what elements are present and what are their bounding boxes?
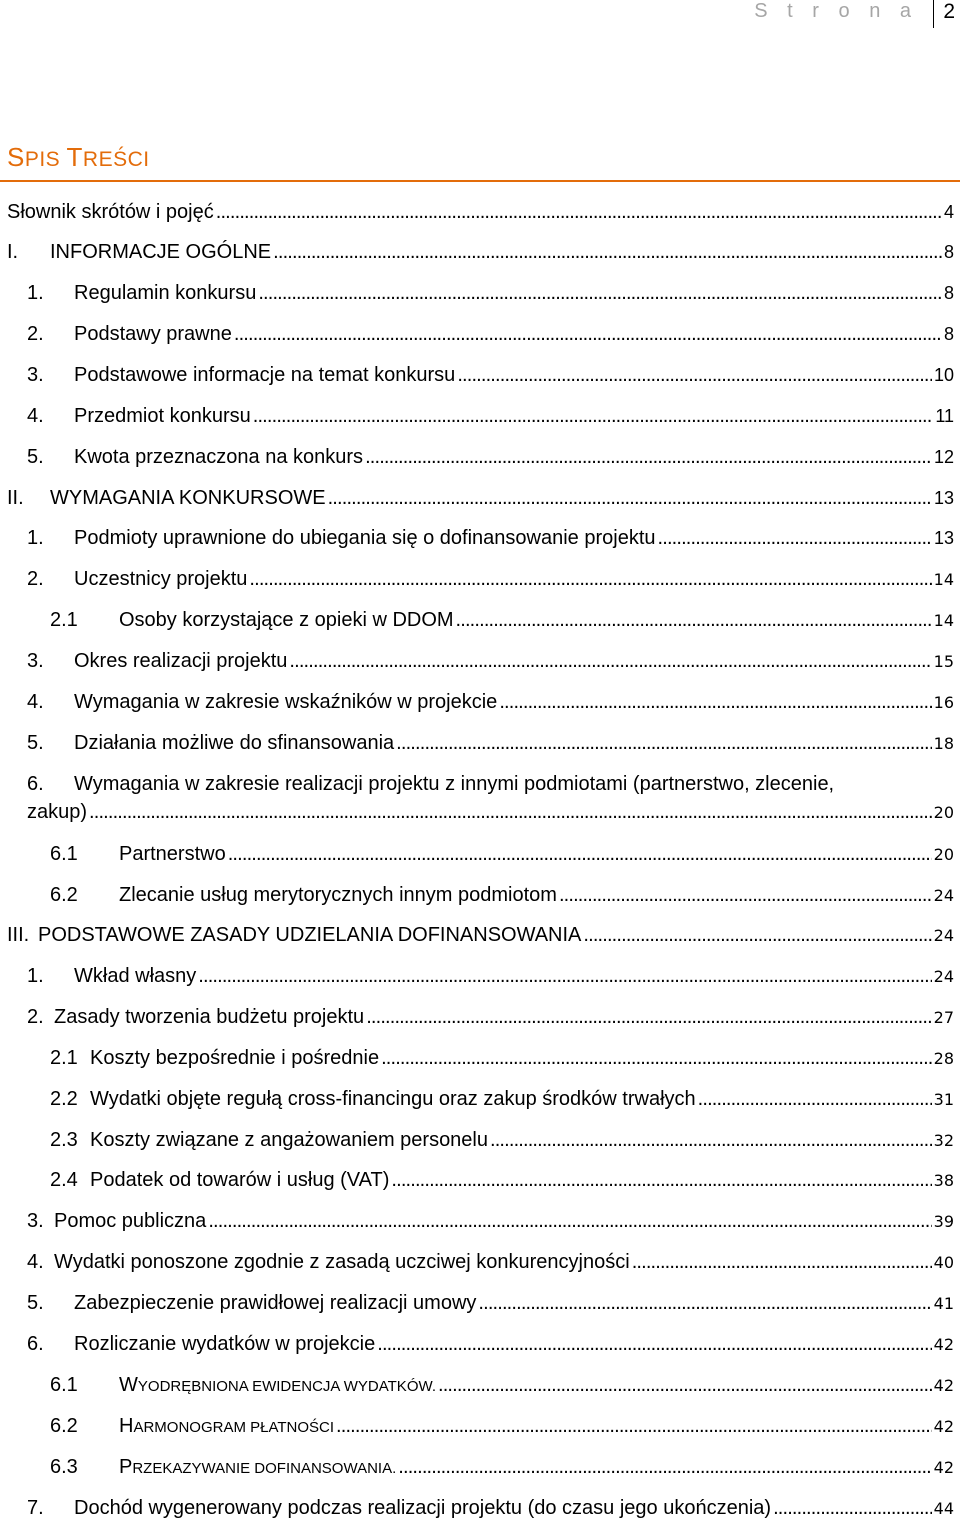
toc-entry[interactable] xyxy=(0,1414,960,1438)
toc-leader-dots xyxy=(396,731,931,755)
toc-entry-number: 4. xyxy=(27,1251,44,1273)
toc-entry[interactable] xyxy=(0,1373,960,1397)
toc-entry[interactable] xyxy=(0,1250,960,1274)
toc-entry[interactable] xyxy=(0,1087,960,1111)
toc-entry-label: Wymagania w zakresie wskaźników w projekcie xyxy=(74,691,498,713)
toc-entry-label: Wkład własny xyxy=(74,965,197,987)
toc-entry[interactable] xyxy=(0,1291,960,1315)
toc-entry[interactable] xyxy=(0,1332,960,1356)
toc-page-number: 24 xyxy=(933,926,954,945)
toc-entry[interactable] xyxy=(0,1209,960,1233)
toc-entry-number: 5. xyxy=(27,1292,44,1314)
toc-entry-label: Podstawy prawne xyxy=(74,323,232,345)
toc-entry-number: 2.1 xyxy=(50,1047,78,1069)
toc-leader-dots xyxy=(289,649,931,673)
toc-leader-dots xyxy=(559,883,932,907)
toc-entry-label: Słownik skrótów i pojęć xyxy=(7,201,214,223)
toc-entry[interactable] xyxy=(0,1005,960,1029)
toc-leader-dots xyxy=(258,281,942,305)
toc-entry[interactable] xyxy=(0,772,960,824)
toc-entry-label: Wydatki objęte regułą cross-financingu oraz zakup środków trwałych xyxy=(90,1088,696,1110)
toc-leader-dots xyxy=(438,1373,932,1397)
toc-entry-number: 3. xyxy=(27,364,44,386)
toc-entry[interactable] xyxy=(0,1496,960,1520)
toc-entry-number: 1. xyxy=(27,282,44,304)
toc-entry-label: Podstawowe informacje na temat konkursu xyxy=(74,364,456,386)
toc-page-number: 12 xyxy=(933,447,954,467)
toc-leader-dots xyxy=(632,1250,932,1274)
toc-entry-label: Koszty bezpośrednie i pośrednie xyxy=(90,1047,380,1069)
toc-leader-dots xyxy=(398,1455,931,1479)
toc-entry[interactable] xyxy=(0,842,960,866)
toc-page-number: 8 xyxy=(943,283,954,303)
toc-entry-number: 1. xyxy=(27,965,44,987)
toc-entry-label: Partnerstwo xyxy=(119,843,226,865)
toc-leader-dots xyxy=(365,445,932,469)
toc-entry-label: PODSTAWOWE ZASADY UDZIELANIA DOFINANSOWANIA xyxy=(38,924,582,946)
toc-entry[interactable] xyxy=(0,608,960,632)
toc-page-number: 28 xyxy=(933,1049,954,1068)
page-word: S t r o n a xyxy=(754,0,918,22)
toc-leader-dots xyxy=(698,1087,932,1111)
toc-page-number: 44 xyxy=(933,1499,954,1518)
toc-leader-dots xyxy=(336,1414,932,1438)
toc-entry-number: 2.4 xyxy=(50,1169,78,1191)
toc-entry-number: 3. xyxy=(27,1210,44,1232)
toc-leader-dots xyxy=(89,800,932,824)
toc-entry-label: PRZEKAZYWANIE DOFINANSOWANIA. xyxy=(119,1456,397,1478)
toc-entry-label: WYODRĘBNIONA EWIDENCJA WYDATKÓW. xyxy=(119,1374,436,1396)
toc-page-number: 18 xyxy=(933,734,954,753)
toc-entry[interactable] xyxy=(0,883,960,907)
toc-entry-label: Wydatki ponoszone zgodnie z zasadą uczciwej konkurencyjności xyxy=(54,1251,630,1273)
toc-page-number: 14 xyxy=(933,570,954,589)
toc-entry-number: 6.2 xyxy=(50,1415,78,1437)
toc-page-number: 4 xyxy=(943,202,954,222)
toc-leader-dots xyxy=(456,608,932,632)
toc-page-number: 24 xyxy=(933,967,954,986)
toc-entry-label: Dochód wygenerowany podczas realizacji projektu (do czasu jego ukończenia) xyxy=(74,1497,772,1519)
toc-entry-label: Rozliczanie wydatków w projekcie xyxy=(74,1333,376,1355)
toc-page-number: 10 xyxy=(933,365,954,385)
toc-entry[interactable] xyxy=(0,1046,960,1070)
toc-page-number: 24 xyxy=(933,886,954,905)
toc-leader-dots xyxy=(377,1332,931,1356)
toc-entry-number: 2.3 xyxy=(50,1129,78,1151)
toc-page-number: 42 xyxy=(933,1417,954,1436)
toc-leader-dots xyxy=(228,842,932,866)
toc-entry-number: I. xyxy=(7,241,19,263)
toc-page-number: 15 xyxy=(933,652,954,671)
toc-entry[interactable] xyxy=(0,240,960,264)
toc-entry[interactable] xyxy=(0,404,960,428)
page-number: 2 xyxy=(943,0,955,23)
toc-leader-dots xyxy=(328,486,932,510)
toc-entry[interactable] xyxy=(0,649,960,673)
toc-entry-number: 6.1 xyxy=(50,843,78,865)
toc-entry-label: Podatek od towarów i usług (VAT) xyxy=(90,1169,390,1191)
toc-entry[interactable] xyxy=(0,1455,960,1479)
toc-leader-dots xyxy=(366,1005,931,1029)
toc-entry-number: 6.3 xyxy=(50,1456,78,1478)
toc-entry-number: 7. xyxy=(27,1497,44,1519)
toc-entry-number: 6. xyxy=(27,773,44,795)
toc-entry-label: Zlecanie usług merytorycznych innym podmiotom xyxy=(119,884,557,906)
toc-entry-label: Wymagania w zakresie realizacji projektu z innymi podmiotami (partnerstwo, zlecenie, xyxy=(74,773,835,795)
toc-entry[interactable] xyxy=(0,567,960,591)
toc-entry-number: 2. xyxy=(27,323,44,345)
toc-entry-label: HARMONOGRAM PŁATNOŚCI xyxy=(119,1415,335,1437)
toc-entry[interactable] xyxy=(0,731,960,755)
toc-entry-number: 1. xyxy=(27,527,44,549)
toc-page-number: 8 xyxy=(943,242,954,262)
toc-page-number: 14 xyxy=(933,611,954,630)
page-header xyxy=(0,0,960,28)
toc-entry-label: Pomoc publiczna xyxy=(54,1210,207,1232)
toc-leader-dots xyxy=(490,1128,932,1152)
toc-entry-label: WYMAGANIA KONKURSOWE xyxy=(50,487,326,509)
toc-page-number: 40 xyxy=(933,1253,954,1272)
toc-page-number: 13 xyxy=(933,528,954,548)
toc-entry-label: Przedmiot konkursu xyxy=(74,405,251,427)
toc-entry-label: Uczestnicy projektu xyxy=(74,568,248,590)
toc-entry-number: 2.1 xyxy=(50,609,78,631)
toc-entry[interactable] xyxy=(0,322,960,346)
toc-leader-dots xyxy=(499,690,931,714)
toc-entry[interactable] xyxy=(0,1168,960,1192)
toc-entry-label: Działania możliwe do sfinansowania xyxy=(74,732,395,754)
toc-entry[interactable] xyxy=(0,526,960,550)
toc-entry-label: Okres realizacji projektu xyxy=(74,650,288,672)
toc-leader-dots xyxy=(208,1209,931,1233)
toc-page-number: 31 xyxy=(933,1090,954,1109)
toc-entry-number: 6. xyxy=(27,1333,44,1355)
toc-page-number: 13 xyxy=(933,488,954,508)
toc-entry-number: III. xyxy=(7,924,30,946)
toc-page-number: 39 xyxy=(933,1212,954,1231)
toc-page-number: 16 xyxy=(933,693,954,712)
toc-entry-number: 5. xyxy=(27,732,44,754)
toc-page-number: 42 xyxy=(933,1335,954,1354)
toc-entry-number: 4. xyxy=(27,691,44,713)
toc-entry-number: 4. xyxy=(27,405,44,427)
toc-leader-dots xyxy=(457,363,932,387)
toc-entry[interactable] xyxy=(0,923,960,947)
toc-entry[interactable] xyxy=(0,1128,960,1152)
toc-entry-number: II. xyxy=(7,487,24,509)
title-rule xyxy=(0,180,960,182)
toc-entry-number: 2. xyxy=(27,568,44,590)
toc-leader-dots xyxy=(234,322,942,346)
toc-leader-dots xyxy=(478,1291,931,1315)
toc-leader-dots xyxy=(773,1496,932,1520)
header-separator xyxy=(933,0,934,28)
toc-entry[interactable] xyxy=(0,281,960,305)
toc-entry[interactable] xyxy=(0,200,960,224)
toc-entry-number: 6.2 xyxy=(50,884,78,906)
toc-entry[interactable] xyxy=(0,363,960,387)
toc-leader-dots xyxy=(391,1168,931,1192)
toc-title: SPIS TREŚCI xyxy=(7,142,150,172)
toc-page-number: 20 xyxy=(933,803,954,822)
toc-page-number: 42 xyxy=(933,1376,954,1395)
toc-page-number: 27 xyxy=(933,1008,954,1027)
toc-leader-dots xyxy=(198,964,931,988)
toc-entry-label: zakup) xyxy=(27,801,88,823)
toc-page-number: 32 xyxy=(933,1131,954,1150)
toc-entry-number: 3. xyxy=(27,650,44,672)
toc-entry[interactable] xyxy=(0,964,960,988)
toc-leader-dots xyxy=(583,923,931,947)
toc-entry[interactable] xyxy=(0,690,960,714)
toc-page-number: 42 xyxy=(933,1458,954,1477)
toc-entry-label: Regulamin konkursu xyxy=(74,282,257,304)
toc-leader-dots xyxy=(249,567,931,591)
toc-leader-dots xyxy=(273,240,942,264)
toc-entry-label: Koszty związane z angażowaniem personelu xyxy=(90,1129,488,1151)
toc-entry-label: Podmioty uprawnione do ubiegania się o dofinansowanie projektu xyxy=(74,527,656,549)
toc-leader-dots xyxy=(658,526,932,550)
toc-page-number: 8 xyxy=(943,324,954,344)
toc-entry-label: Kwota przeznaczona na konkurs xyxy=(74,446,364,468)
toc-entry-number: 6.1 xyxy=(50,1374,78,1396)
toc-leader-dots xyxy=(381,1046,932,1070)
toc-entry-label: INFORMACJE OGÓLNE xyxy=(50,241,272,263)
toc-leader-dots xyxy=(253,404,934,428)
toc-page-number: 11 xyxy=(935,406,954,426)
toc-page-number: 38 xyxy=(933,1171,954,1190)
toc-entry[interactable] xyxy=(0,486,960,510)
toc-leader-dots xyxy=(216,200,942,224)
toc-entry-number: 5. xyxy=(27,446,44,468)
toc-entry-label: Osoby korzystające z opieki w DDOM xyxy=(119,609,454,631)
toc-entry-number: 2. xyxy=(27,1006,44,1028)
toc-page-number: 20 xyxy=(933,845,954,864)
toc-page-number: 41 xyxy=(933,1294,954,1313)
toc-entry-label: Zasady tworzenia budżetu projektu xyxy=(54,1006,365,1028)
toc-entry-number: 2.2 xyxy=(50,1088,78,1110)
toc-entry[interactable] xyxy=(0,445,960,469)
toc-entry-label: Zabezpieczenie prawidłowej realizacji umowy xyxy=(74,1292,477,1314)
